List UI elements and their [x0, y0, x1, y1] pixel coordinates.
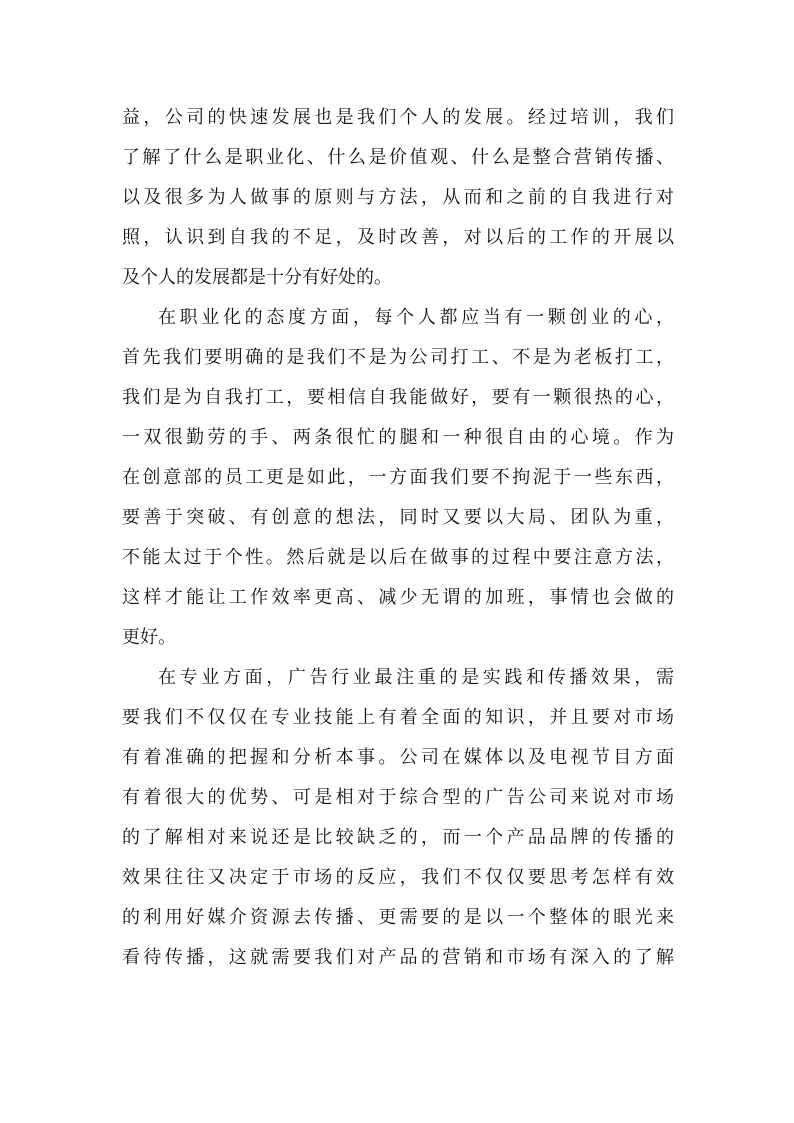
paragraph-2 [122, 298, 674, 658]
text-line: 有着很大的优势、可是相对于综合型的广告公司来说对市场 [122, 787, 674, 808]
paragraph-1 [122, 98, 674, 298]
text-line: 一双很勤劳的手、两条很忙的腿和一种很自由的心境。作为 [122, 427, 674, 448]
text-line: 要我们不仅仅在专业技能上有着全面的知识，并且要对市场 [122, 707, 674, 728]
text-line: 的利用好媒介资源去传播、更需要的是以一个整体的眼光来 [122, 907, 674, 928]
text-line: 在职业化的态度方面，每个人都应当有一颗创业的心， [158, 307, 674, 328]
paragraph-3 [122, 658, 674, 978]
document-body [122, 98, 674, 978]
text-line: 这样才能让工作效率更高、减少无谓的加班，事情也会做的 [122, 587, 674, 608]
text-line: 不能太过于个性。然后就是以后在做事的过程中要注意方法， [122, 547, 674, 568]
text-line: 有着准确的把握和分析本事。公司在媒体以及电视节目方面 [122, 747, 674, 768]
text-line: 以及很多为人做事的原则与方法，从而和之前的自我进行对 [122, 187, 674, 208]
text-line: 及个人的发展都是十分有好处的。 [122, 267, 392, 288]
text-line: 效果往往又决定于市场的反应，我们不仅仅要思考怎样有效 [122, 867, 674, 888]
text-line: 了解了什么是职业化、什么是价值观、什么是整合营销传播、 [122, 147, 674, 168]
text-line: 我们是为自我打工，要相信自我能做好，要有一颗很热的心， [122, 387, 674, 408]
text-line: 更好。 [122, 627, 176, 648]
text-line: 在创意部的员工更是如此，一方面我们要不拘泥于一些东西， [122, 467, 674, 488]
text-line: 首先我们要明确的是我们不是为公司打工、不是为老板打工， [122, 347, 674, 368]
text-line: 在专业方面，广告行业最注重的是实践和传播效果，需 [158, 667, 674, 688]
text-line: 要善于突破、有创意的想法，同时又要以大局、团队为重， [122, 507, 674, 528]
text-line: 照，认识到自我的不足，及时改善，对以后的工作的开展以 [122, 227, 674, 248]
text-line: 的了解相对来说还是比较缺乏的，而一个产品品牌的传播的 [122, 827, 674, 848]
text-line: 益，公司的快速发展也是我们个人的发展。经过培训，我们 [122, 107, 674, 128]
text-line: 看待传播，这就需要我们对产品的营销和市场有深入的了解 [122, 947, 674, 968]
